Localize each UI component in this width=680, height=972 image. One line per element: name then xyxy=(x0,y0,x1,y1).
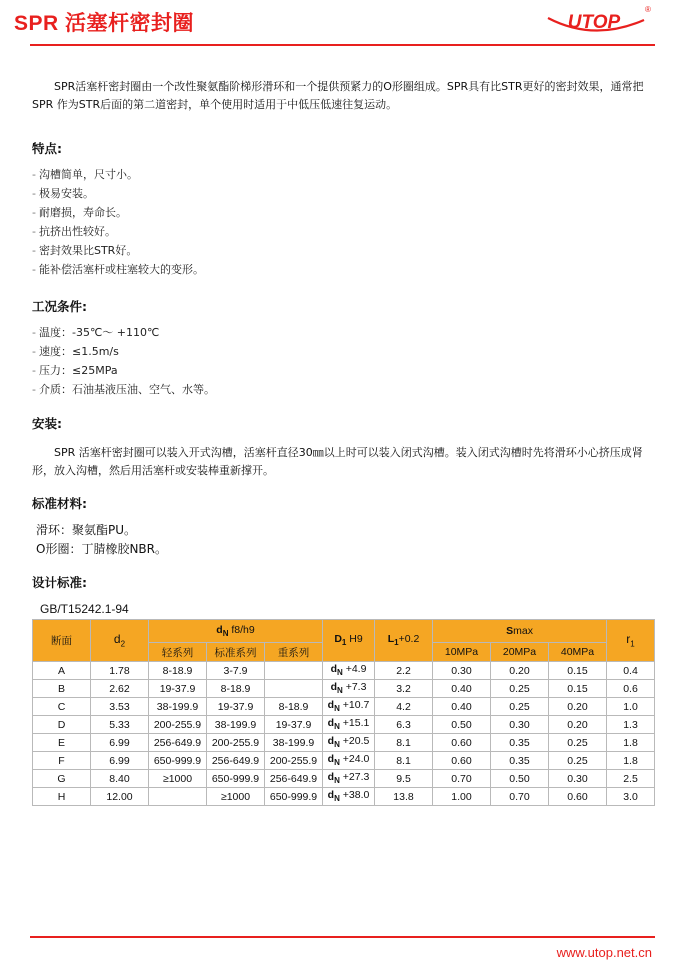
cell-d2: 6.99 xyxy=(91,734,149,752)
bullet-dash: - xyxy=(32,206,36,219)
cell-d1: $d_N +10.7$ xyxy=(323,698,375,716)
cell-s10: 0.60 xyxy=(433,752,491,770)
feature-item xyxy=(32,222,204,241)
cell-s10: 0.70 xyxy=(433,770,491,788)
table-row xyxy=(33,716,655,734)
conditions-list xyxy=(32,323,215,399)
cell-light: 38-199.9 xyxy=(149,698,207,716)
condition-item-text: 介质：石油基液压油、空气、水等。 xyxy=(38,383,215,396)
cell-r1: 2.5 xyxy=(607,770,655,788)
cell-light: 200-255.9 xyxy=(149,716,207,734)
cell-s40: 0.20 xyxy=(549,716,607,734)
table-row xyxy=(33,680,655,698)
cell-d1: $d_N +20.5$ xyxy=(323,734,375,752)
cell-heavy xyxy=(265,680,323,698)
col-d2: $d_2$ xyxy=(91,620,149,662)
cell-heavy xyxy=(265,662,323,680)
cell-r1: 3.0 xyxy=(607,788,655,806)
cell-l1: 9.5 xyxy=(375,770,433,788)
bullet-dash: - xyxy=(32,187,36,200)
bullet-dash: - xyxy=(32,225,36,238)
cell-section: G xyxy=(33,770,91,788)
feature-item-text: 极易安装。 xyxy=(38,187,94,200)
condition-item xyxy=(32,380,215,399)
cell-standard: 38-199.9 xyxy=(207,716,265,734)
cell-d1: $d_N +15.1$ xyxy=(323,716,375,734)
registered-mark: ® xyxy=(645,5,651,14)
cell-light xyxy=(149,788,207,806)
utop-logo xyxy=(544,4,652,42)
col-d1: $D_1$ H9 xyxy=(323,620,375,662)
footer-rule xyxy=(30,936,655,938)
feature-item xyxy=(32,184,204,203)
cell-l1: 2.2 xyxy=(375,662,433,680)
header-rule xyxy=(30,44,655,46)
cell-s20: 0.50 xyxy=(491,770,549,788)
feature-item xyxy=(32,241,204,260)
cell-r1: 0.6 xyxy=(607,680,655,698)
cell-heavy: 19-37.9 xyxy=(265,716,323,734)
cell-d1: $d_N +38.0$ xyxy=(323,788,375,806)
features-heading: 特点: xyxy=(32,141,62,156)
condition-item-text: 速度：≤1.5m/s xyxy=(38,345,119,358)
cell-r1: 1.3 xyxy=(607,716,655,734)
cell-d2: 3.53 xyxy=(91,698,149,716)
cell-l1: 6.3 xyxy=(375,716,433,734)
cell-light: ≥1000 xyxy=(149,770,207,788)
bullet-dash: - xyxy=(32,383,36,396)
cell-d1: $d_N +4.9$ xyxy=(323,662,375,680)
cell-standard: 650-999.9 xyxy=(207,770,265,788)
cell-heavy: 38-199.9 xyxy=(265,734,323,752)
cell-section: E xyxy=(33,734,91,752)
cell-s20: 0.25 xyxy=(491,680,549,698)
condition-item xyxy=(32,361,215,380)
cell-standard: 200-255.9 xyxy=(207,734,265,752)
feature-item xyxy=(32,165,204,184)
cell-s40: 0.25 xyxy=(549,752,607,770)
logo-text: UTOP xyxy=(567,12,621,33)
materials-heading: 标准材料: xyxy=(32,496,87,511)
feature-item-text: 密封效果比STR好。 xyxy=(38,244,138,257)
cell-d2: 2.62 xyxy=(91,680,149,698)
cell-s20: 0.35 xyxy=(491,734,549,752)
cell-standard: 8-18.9 xyxy=(207,680,265,698)
features-list xyxy=(32,165,204,279)
material-o-ring: O形圈：丁腈橡胶NBR。 xyxy=(36,542,167,556)
cell-d1: $d_N +7.3$ xyxy=(323,680,375,698)
cell-l1: 8.1 xyxy=(375,752,433,770)
bullet-dash: - xyxy=(32,345,36,358)
cell-light: 650-999.9 xyxy=(149,752,207,770)
cell-l1: 4.2 xyxy=(375,698,433,716)
design-heading: 设计标准: xyxy=(32,575,87,590)
intro-paragraph: SPR活塞杆密封圈由一个改性聚氨酯阶梯形滑环和一个提供预紧力的O形圈组成。SPR具有比STR更好的密封效果，通常把SPR 作为STR后面的第二道密封，单个使用时适用于中低压低速往复运动。 xyxy=(32,80,644,111)
feature-item-text: 抗挤出性较好。 xyxy=(38,225,116,238)
feature-item-text: 耐磨损，寿命长。 xyxy=(38,206,127,219)
feature-item xyxy=(32,203,204,222)
install-paragraph: SPR 活塞杆密封圈可以装入开式沟槽，活塞杆直径30㎜以上时可以装入闭式沟槽。装入闭式沟槽时先将滑环小心挤压成肾形，放入沟槽，然后用活塞杆或安装棒重新撑开。 xyxy=(32,446,643,477)
cell-s20: 0.25 xyxy=(491,698,549,716)
cell-d2: 5.33 xyxy=(91,716,149,734)
table-row xyxy=(33,734,655,752)
page-title: SPR 活塞杆密封圈 xyxy=(14,12,195,35)
condition-item xyxy=(32,323,215,342)
bullet-dash: - xyxy=(32,263,36,276)
feature-item-text: 能补偿活塞杆或柱塞较大的变形。 xyxy=(38,263,204,276)
condition-item-text: 压力：≤25MPa xyxy=(38,364,118,377)
install-heading: 安装: xyxy=(32,416,62,431)
bullet-dash: - xyxy=(32,244,36,257)
cell-d2: 6.99 xyxy=(91,752,149,770)
cell-section: A xyxy=(33,662,91,680)
cell-standard: 3-7.9 xyxy=(207,662,265,680)
cell-r1: 1.8 xyxy=(607,752,655,770)
table-row xyxy=(33,698,655,716)
table-row xyxy=(33,788,655,806)
cell-s40: 0.15 xyxy=(549,680,607,698)
cell-d1: $d_N +24.0$ xyxy=(323,752,375,770)
col-light-series: 轻系列 xyxy=(149,643,207,662)
col-20mpa: 20MPa xyxy=(491,643,549,662)
feature-item-text: 沟槽简单，尺寸小。 xyxy=(38,168,138,181)
cell-s40: 0.20 xyxy=(549,698,607,716)
conditions-heading: 工况条件: xyxy=(32,299,87,314)
col-smax: Smax xyxy=(433,620,607,643)
cell-l1: 8.1 xyxy=(375,734,433,752)
cell-heavy: 8-18.9 xyxy=(265,698,323,716)
cell-heavy: 256-649.9 xyxy=(265,770,323,788)
cell-s40: 0.25 xyxy=(549,734,607,752)
cell-s20: 0.70 xyxy=(491,788,549,806)
col-dn: $d_N$ f8/h9 xyxy=(149,620,323,643)
cell-s20: 0.35 xyxy=(491,752,549,770)
col-r1: $r_1$ xyxy=(607,620,655,662)
col-10mpa: 10MPa xyxy=(433,643,491,662)
col-section: 断面 xyxy=(33,620,91,662)
condition-item-text: 温度：-35℃～ +110℃ xyxy=(38,326,160,339)
cell-d2: 1.78 xyxy=(91,662,149,680)
cell-light: 19-37.9 xyxy=(149,680,207,698)
cell-s10: 0.40 xyxy=(433,698,491,716)
cell-light: 8-18.9 xyxy=(149,662,207,680)
cell-d2: 8.40 xyxy=(91,770,149,788)
cell-s20: 0.20 xyxy=(491,662,549,680)
cell-s40: 0.60 xyxy=(549,788,607,806)
cell-s10: 0.50 xyxy=(433,716,491,734)
cell-r1: 1.8 xyxy=(607,734,655,752)
spec-table xyxy=(32,619,655,806)
cell-heavy: 650-999.9 xyxy=(265,788,323,806)
material-slide-ring: 滑环：聚氨酯PU。 xyxy=(36,523,137,537)
cell-d1: $d_N +27.3$ xyxy=(323,770,375,788)
table-row xyxy=(33,662,655,680)
cell-s10: 0.60 xyxy=(433,734,491,752)
cell-section: B xyxy=(33,680,91,698)
bullet-dash: - xyxy=(32,326,36,339)
col-heavy-series: 重系列 xyxy=(265,643,323,662)
bullet-dash: - xyxy=(32,364,36,377)
col-standard-series: 标准系列 xyxy=(207,643,265,662)
cell-r1: 0.4 xyxy=(607,662,655,680)
cell-section: C xyxy=(33,698,91,716)
table-row xyxy=(33,752,655,770)
condition-item xyxy=(32,342,215,361)
cell-standard: 19-37.9 xyxy=(207,698,265,716)
cell-l1: 13.8 xyxy=(375,788,433,806)
cell-d2: 12.00 xyxy=(91,788,149,806)
cell-s40: 0.15 xyxy=(549,662,607,680)
cell-s10: 1.00 xyxy=(433,788,491,806)
cell-standard: 256-649.9 xyxy=(207,752,265,770)
cell-s20: 0.30 xyxy=(491,716,549,734)
standard-number: GB/T15242.1-94 xyxy=(40,602,129,616)
bullet-dash: - xyxy=(32,168,36,181)
cell-section: D xyxy=(33,716,91,734)
feature-item xyxy=(32,260,204,279)
cell-section: F xyxy=(33,752,91,770)
col-l1: $L_1+0.2$ xyxy=(375,620,433,662)
cell-light: 256-649.9 xyxy=(149,734,207,752)
cell-heavy: 200-255.9 xyxy=(265,752,323,770)
website-link[interactable]: www.utop.net.cn xyxy=(556,945,652,960)
cell-l1: 3.2 xyxy=(375,680,433,698)
table-row xyxy=(33,770,655,788)
cell-s40: 0.30 xyxy=(549,770,607,788)
cell-s10: 0.40 xyxy=(433,680,491,698)
cell-s10: 0.30 xyxy=(433,662,491,680)
col-40mpa: 40MPa xyxy=(549,643,607,662)
cell-standard: ≥1000 xyxy=(207,788,265,806)
cell-section: H xyxy=(33,788,91,806)
cell-r1: 1.0 xyxy=(607,698,655,716)
materials-list xyxy=(36,521,167,559)
